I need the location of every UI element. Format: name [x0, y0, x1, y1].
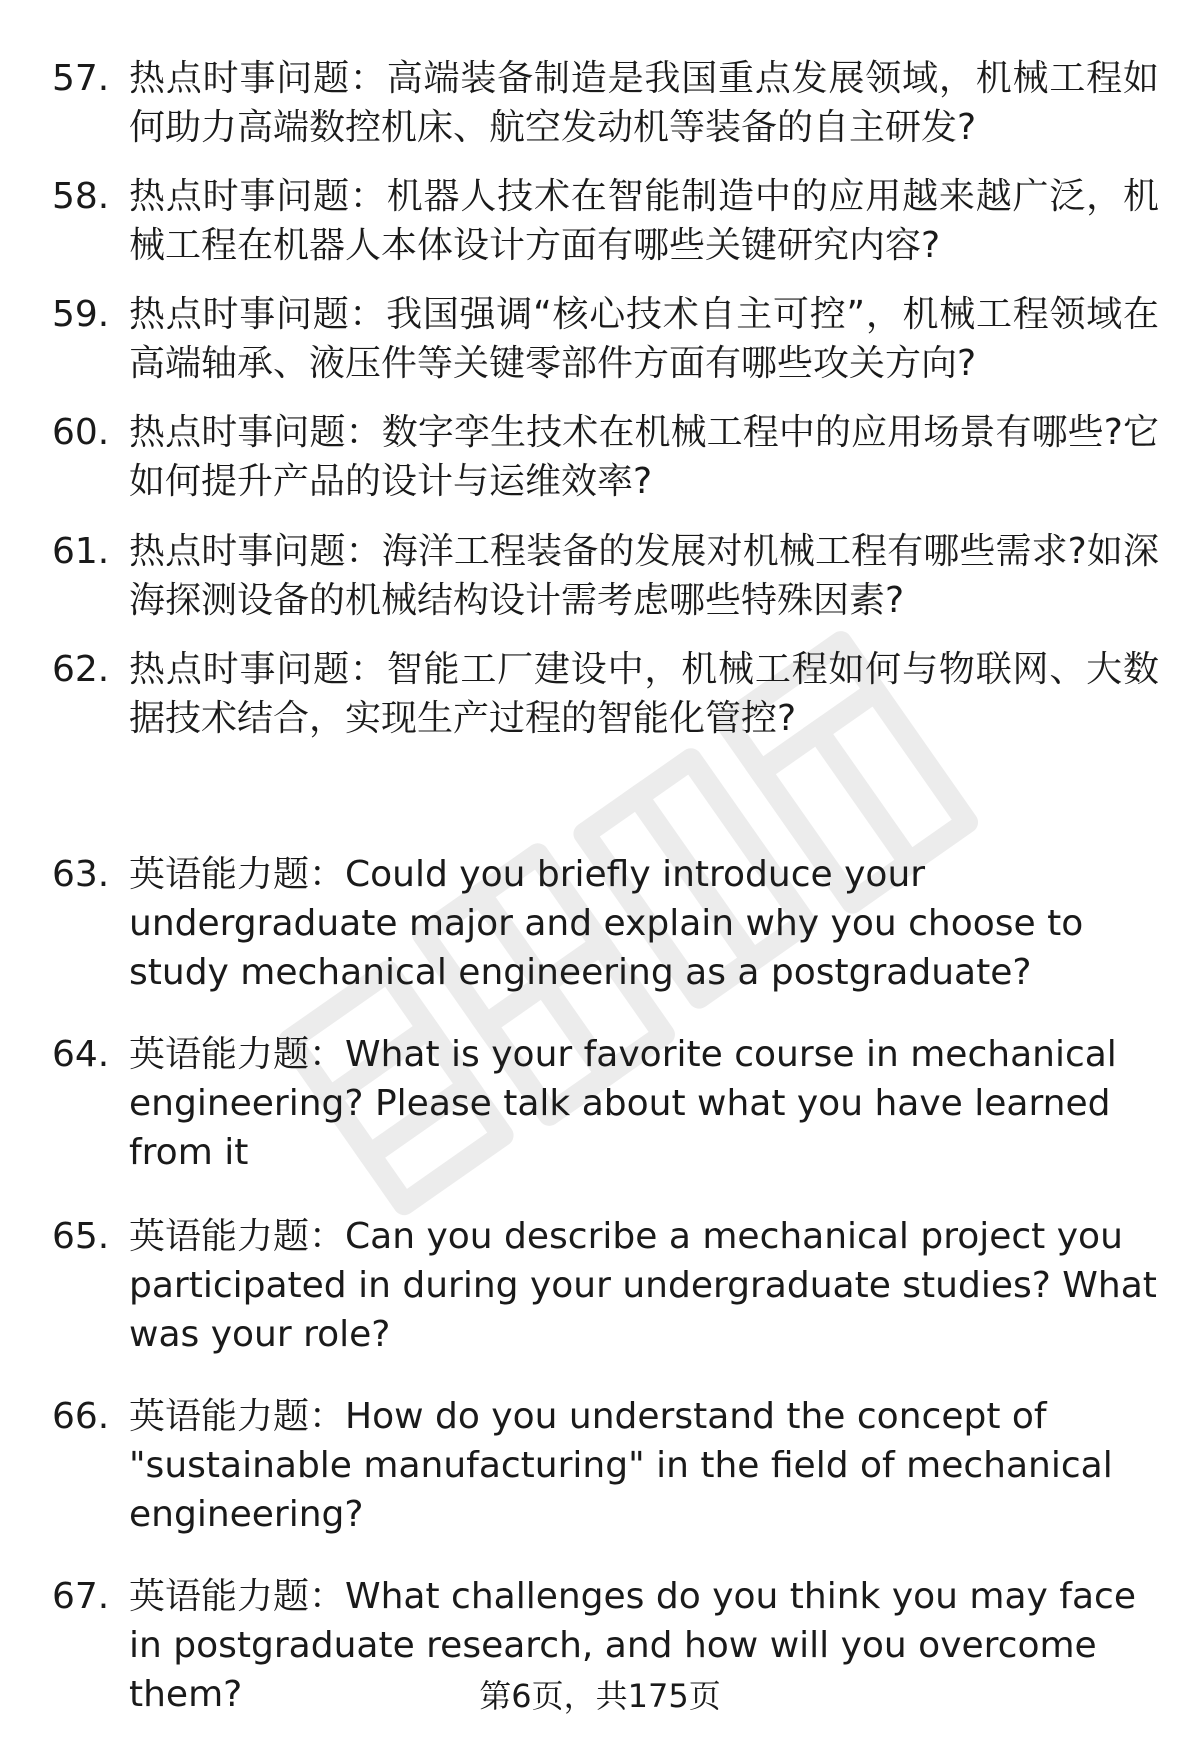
question-text: 英语能力题：Can you describe a mechanical project you participated in during your undergraduate studies? What was your role? [129, 1216, 1157, 1355]
question-text: 热点时事问题：海洋工程装备的发展对机械工程有哪些需求?如深海探测设备的机械结构设计需考虑哪些特殊因素? [129, 531, 1159, 621]
question-number: 59. [52, 294, 110, 335]
question-number: 66. [52, 1396, 110, 1437]
question-number: 67. [52, 1576, 110, 1617]
question-text: 英语能力题：How do you understand the concept of "sustainable manufacturing" in the field of mechanical engineering? [129, 1396, 1113, 1535]
question-number: 62. [52, 649, 110, 690]
question-text: 热点时事问题：我国强调“核心技术自主可控”，机械工程领域在高端轴承、液压件等关键零部件方面有哪些攻关方向? [129, 294, 1159, 384]
question-text: 热点时事问题：智能工厂建设中，机械工程如何与物联网、大数据技术结合，实现生产过程的智能化管控? [129, 649, 1159, 739]
question-number: 64. [52, 1034, 110, 1075]
question-number: 61. [52, 531, 110, 572]
question-number: 57. [52, 58, 110, 99]
question-text: 英语能力题：Could you briefly introduce your undergraduate major and explain why you choose to study mechanical engineering as a postgraduate? [129, 854, 1084, 993]
question-text: 热点时事问题：机器人技术在智能制造中的应用越来越广泛，机械工程在机器人本体设计方面有哪些关键研究内容? [129, 176, 1159, 266]
question-number: 60. [52, 412, 110, 453]
question-number: 63. [52, 854, 110, 895]
question-text: 热点时事问题：数字孪生技术在机械工程中的应用场景有哪些?它如何提升产品的设计与运维效率? [129, 412, 1159, 502]
question-number: 58. [52, 176, 110, 217]
question-text: 热点时事问题：高端装备制造是我国重点发展领域，机械工程如何助力高端数控机床、航空发动机等装备的自主研发? [129, 58, 1159, 148]
page-number-footer: 第6页，共175页 [479, 1677, 721, 1715]
question-number: 65. [52, 1216, 110, 1257]
question-text: 英语能力题：What challenges do you think you may face in postgraduate research, and how will you overcome them? [129, 1576, 1136, 1715]
question-text: 英语能力题：What is your favorite course in mechanical engineering? Please talk about what you have learned from it [129, 1034, 1117, 1173]
